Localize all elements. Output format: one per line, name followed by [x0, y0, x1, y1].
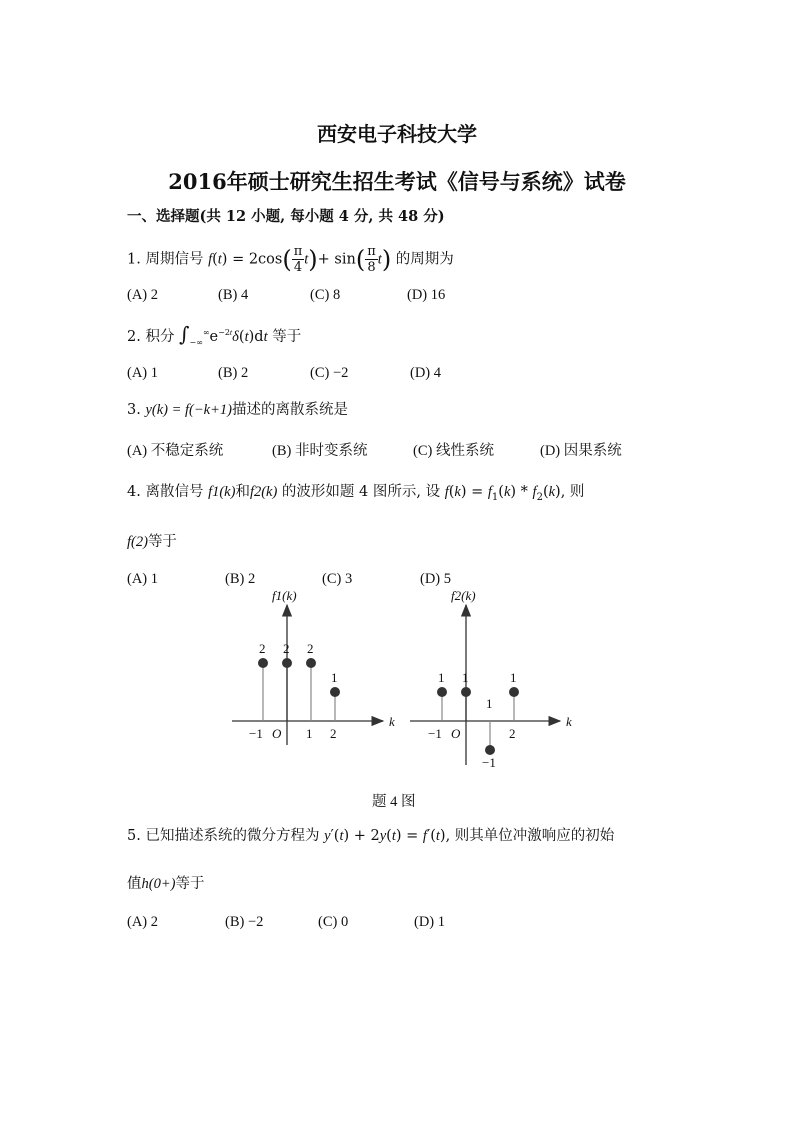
- q-num: 4.: [127, 484, 141, 500]
- sample-point: [461, 687, 471, 697]
- q4-line2-formula: f(2): [127, 534, 148, 550]
- sample-point: [485, 745, 495, 755]
- q4-option-b: (B) 2: [225, 571, 256, 587]
- tick-label: −1: [482, 755, 496, 770]
- q-text: 已知描述系统的微分方程为: [145, 828, 320, 844]
- q-text: , 则其单位冲激响应的初始: [445, 828, 615, 844]
- q2-option-d: (D) 4: [410, 365, 442, 381]
- f2-plot-label: f2(k): [451, 588, 476, 603]
- q4-option-a: (A) 1: [127, 571, 159, 587]
- q-num: 2.: [127, 328, 141, 345]
- sample-point: [437, 687, 447, 697]
- q2-option-c: (C) −2: [310, 365, 349, 381]
- q5-formula: y′(t) + 2y(t) = f′(t): [324, 828, 446, 844]
- f2-signal: f2(k): [249, 484, 278, 500]
- q2-option-a: (A) 1: [127, 365, 159, 381]
- q1-option-d: (D) 16: [407, 287, 446, 303]
- origin-label: O: [451, 726, 461, 741]
- tick-label: −1: [249, 726, 263, 741]
- q-text: 的周期为: [395, 251, 454, 268]
- q1-formula: f: [208, 251, 213, 268]
- value-label: 1: [438, 670, 445, 685]
- q-text: , 则: [560, 484, 585, 500]
- f1-signal: f1(k): [208, 484, 236, 500]
- q-text: 等于: [175, 876, 205, 892]
- value-label: 1: [510, 670, 517, 685]
- figure-caption: 题 4 图: [372, 794, 416, 810]
- q5-line2-formula: h(0+): [141, 876, 176, 892]
- q5-option-c: (C) 0: [318, 914, 349, 930]
- q-text: 等于: [147, 534, 177, 550]
- f1-plot-label: f1(k): [272, 588, 297, 603]
- q4-option-c: (C) 3: [322, 571, 353, 587]
- q3-option-a: (A) 不稳定系统: [127, 443, 224, 459]
- q3-formula: y(k) = f(−k+1): [145, 402, 232, 418]
- q-text: 的波形如题 4 图所示, 设: [281, 484, 441, 500]
- exam-title: 2016年硕士研究生招生考试《信号与系统》试卷: [168, 169, 626, 194]
- question-1: 1. 周期信号 f(t) = 2cos( $\frac{\pi}{4}$ t)+ sin( $\frac{\pi}{8}$ t) 的周期为: [127, 244, 454, 275]
- f2-plot: [410, 605, 572, 770]
- section-heading: 一、选择题(共 12 小题, 每小题 4 分, 共 48 分): [127, 208, 445, 225]
- q4-option-d: (D) 5: [420, 571, 452, 587]
- q2-option-b: (B) 2: [218, 365, 249, 381]
- q-text: 描述的离散系统是: [231, 402, 348, 418]
- q1-option-b: (B) 4: [218, 287, 249, 303]
- f1-plot: [232, 605, 395, 745]
- q-text: 周期信号: [145, 251, 204, 268]
- value-label: 2: [259, 641, 266, 656]
- question-5: [127, 826, 614, 846]
- sample-point: [306, 658, 316, 668]
- sample-point: [282, 658, 292, 668]
- value-label: 1: [331, 670, 338, 685]
- value-label: 1: [486, 696, 493, 711]
- k-axis-label: k: [566, 714, 572, 729]
- value-label: 2: [283, 641, 290, 656]
- q-text: 和: [235, 484, 250, 500]
- q2-formula: $\int_{-\infty}^\infty e^{-2t}\delta(t)dt$: [179, 321, 268, 347]
- q5-option-b: (B) −2: [225, 914, 264, 930]
- value-label: 2: [307, 641, 314, 656]
- q-text: 等于: [272, 328, 302, 345]
- q1-option-a: (A) 2: [127, 287, 159, 303]
- q-text: 离散信号: [145, 484, 204, 500]
- sample-point: [330, 687, 340, 697]
- q5-option-a: (A) 2: [127, 914, 159, 930]
- q-num: 5.: [127, 828, 141, 844]
- q3-option-b: (B) 非时变系统: [272, 443, 368, 459]
- tick-label: −1: [428, 726, 442, 741]
- q-num: 3.: [127, 402, 141, 418]
- tick-label: 2: [330, 726, 337, 741]
- sample-point: [509, 687, 519, 697]
- q3-option-c: (C) 线性系统: [413, 443, 494, 459]
- university-title: 西安电子科技大学: [317, 122, 477, 146]
- q-num: 1.: [127, 251, 141, 268]
- question-5-line2: [127, 874, 204, 894]
- origin-label: O: [272, 726, 282, 741]
- q5-option-d: (D) 1: [414, 914, 446, 930]
- k-axis-label: k: [389, 714, 395, 729]
- q3-option-d: (D) 因果系统: [540, 443, 622, 459]
- q-text: 值: [127, 876, 142, 892]
- q1-option-c: (C) 8: [310, 287, 341, 303]
- q4-formula: $f(k) = f_1(k) * f_2(k)$: [444, 484, 561, 503]
- q-text: 积分: [145, 328, 175, 345]
- tick-label: 1: [306, 726, 313, 741]
- sample-point: [258, 658, 268, 668]
- tick-label: 2: [509, 726, 516, 741]
- value-label: 1: [462, 670, 469, 685]
